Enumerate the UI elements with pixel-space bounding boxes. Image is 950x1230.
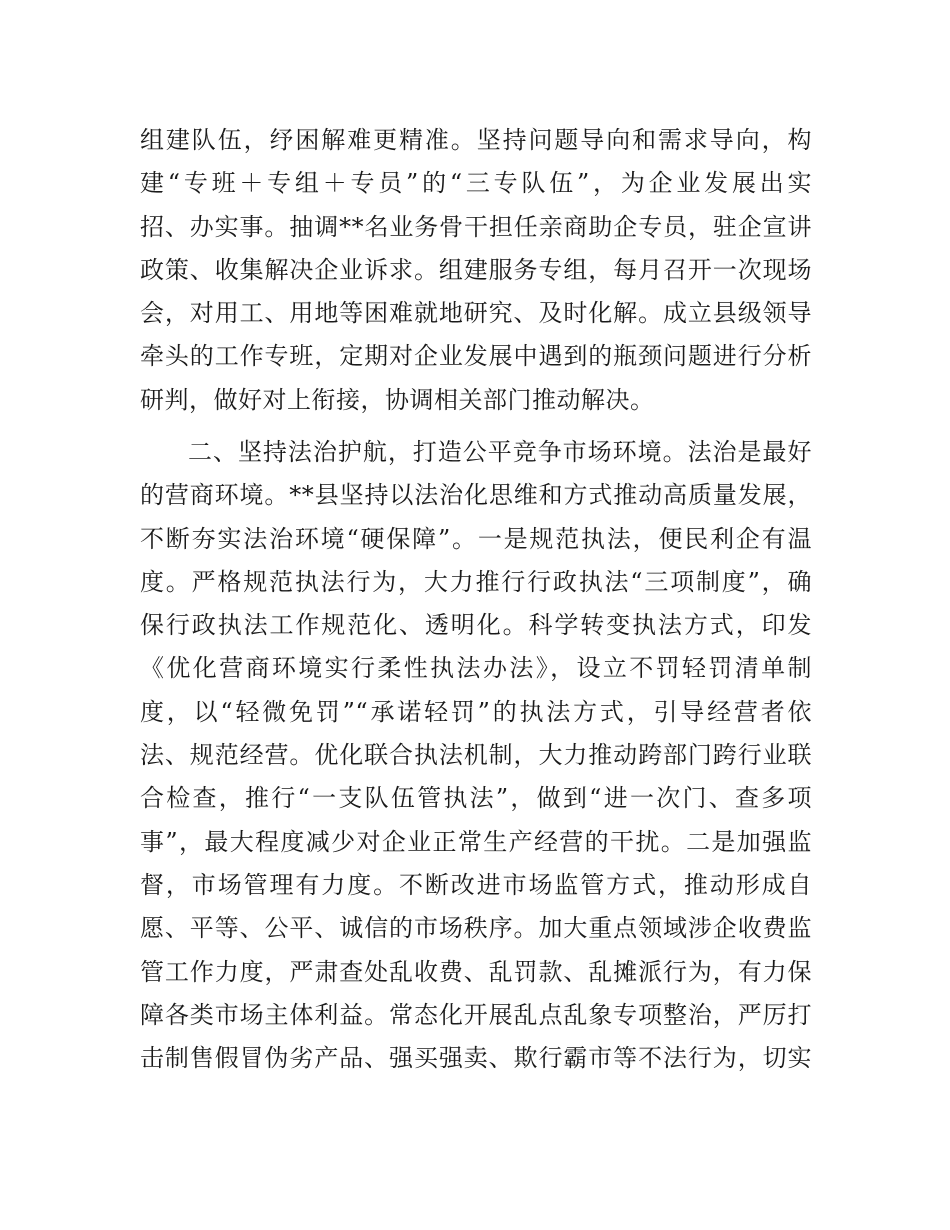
paragraph-line: 保行政执法工作规范化、透明化。科学转变执法方式，印发 [140,611,812,640]
paragraph-line: 合检查，推行“一支队伍管执法”，做到“进一次门、查多项 [140,784,812,813]
paragraph-line: 法、规范经营。优化联合执法机制，大力推动跨部门跨行业联 [140,741,812,770]
paragraph-line: 牵头的工作专班，定期对企业发展中遇到的瓶颈问题进行分析 [140,342,812,371]
paragraph-line: 《优化营商环境实行柔性执法办法》，设立不罚轻罚清单制 [140,654,812,683]
paragraph-line: 会，对用工、用地等困难就地研究、及时化解。成立县级领导 [140,299,812,328]
paragraph-line [140,1080,812,1123]
paragraph-line: 度。严格规范执法行为，大力推行行政执法“三项制度”，确 [140,567,812,596]
paragraph-rule-of-law [140,431,812,1124]
paragraph-line: 政策、收集解决企业诉求。组建服务专组，每月召开一次现场 [140,255,812,284]
paragraph-line: 不断夯实法治环境“硬保障”。一是规范执法，便民利企有温 [140,524,812,553]
paragraph-line: 愿、平等、公平、诚信的市场秩序。加大重点领域涉企收费监 [140,914,812,943]
paragraph-line: 障各类市场主体利益。常态化开展乱点乱象专项整治，严厉打 [140,1000,812,1029]
paragraph-line: 事”，最大程度减少对企业正常生产经营的干扰。二是加强监 [140,827,812,856]
section-heading-line: 二、坚持法治护航，打造公平竞争市场环境。法治是最好 [188,438,812,466]
paragraph-line: 管工作力度，严肃查处乱收费、乱罚款、乱摊派行为，有力保 [140,957,812,986]
paragraph-line: 组建队伍，纾困解难更精准。坚持问题导向和需求导向，构 [140,126,812,154]
paragraph-line: 度，以“轻微免罚”“承诺轻罚”的执法方式，引导经营者依 [140,697,812,726]
paragraph-line: 的营商环境。**县坚持以法治化思维和方式推动高质量发展， [140,481,812,510]
paragraph-line: 督，市场管理有力度。不断改进市场监管方式，推动形成自 [140,870,812,899]
paragraph-line: 研判，做好对上衔接，协调相关部门推动解决。 [140,385,655,414]
paragraph-line: 招、办实事。抽调**名业务骨干担任亲商助企专员，驻企宣讲 [140,212,812,241]
paragraph-line: 击制售假冒伪劣产品、强买强卖、欺行霸市等不法行为，切实 [140,1044,812,1073]
paragraph-line: 建“专班＋专组＋专员”的“三专队伍”，为企业发展出实 [140,169,812,198]
paragraph-team-building [140,119,812,422]
